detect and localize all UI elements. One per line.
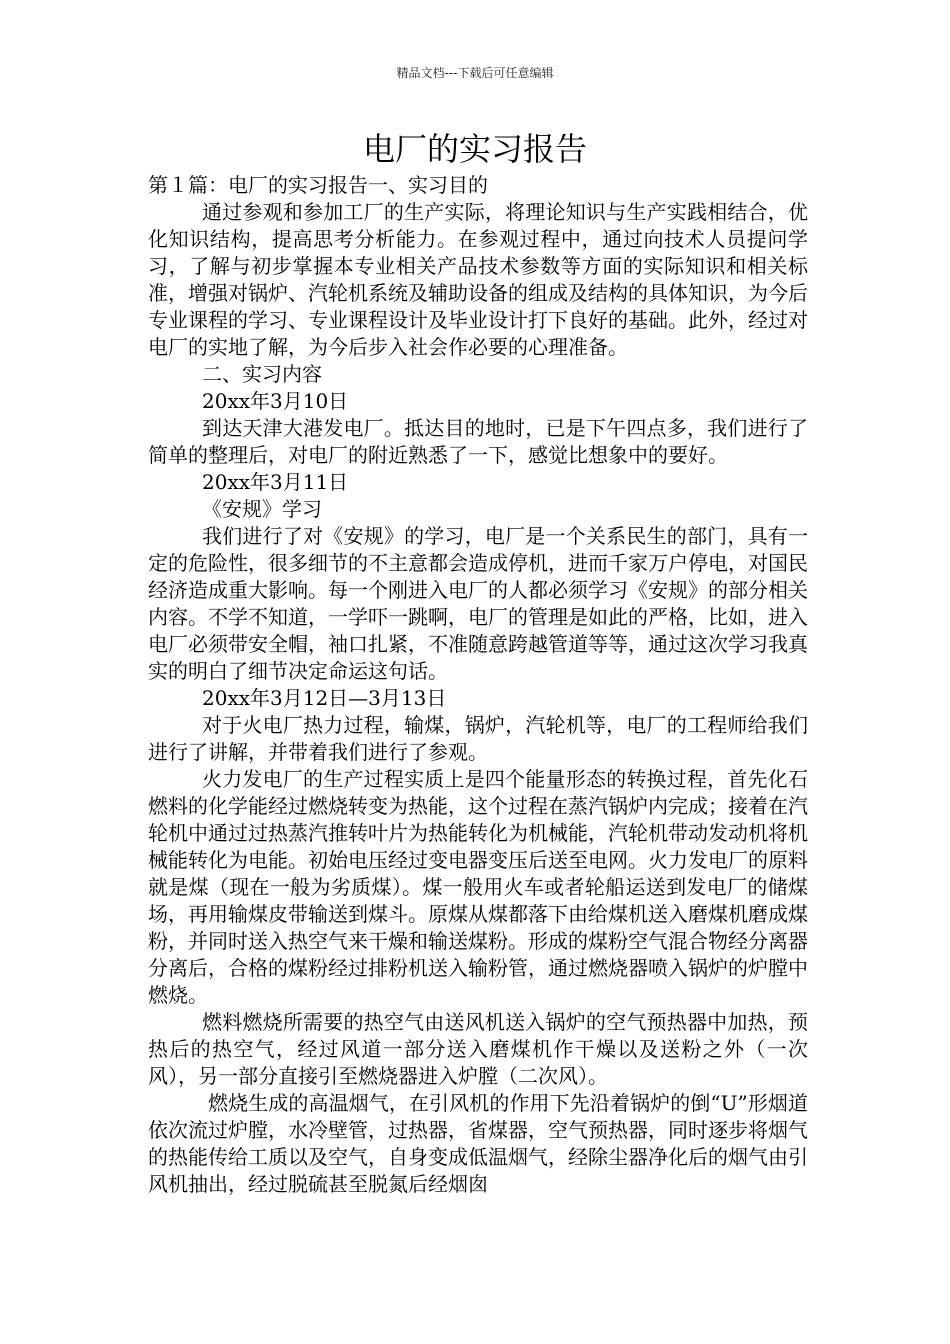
subheading: 《安规》学习	[202, 497, 322, 521]
document-header-note: 精品文档---下载后可任意编辑	[396, 66, 554, 80]
paragraph: 燃烧生成的高温烟气，在引风机的作用下先沿着锅炉的倒“U”形烟道依次流过炉膛，水冷壁管，过热器，省煤器，空气预热器，同时逐步将烟气的热能传给工质以及空气，自身变成低温烟气，经除尘器净化后的烟气由引风机抽出，经过脱硫甚至脱氮后经烟囱	[148, 1091, 808, 1196]
section-heading: 二、实习内容	[202, 362, 322, 386]
paragraph: 燃料燃烧所需要的热空气由送风机送入锅炉的空气预热器中加热，预热后的热空气，经过风道一部分送入磨煤机作干燥以及送粉之外（一次风），另一部分直接引至燃烧器进入炉膛（二次风）。	[148, 1010, 808, 1088]
paragraph: 通过参观和参加工厂的生产实际，将理论知识与生产实践相结合，优化知识结构，提高思考分析能力。在参观过程中，通过向技术人员提问学习，了解与初步掌握本专业相关产品技术参数等方面的实际知识和相关标准，增强对锅炉、汽轮机系统及辅助设备的组成及结构的具体知识，为今后专业课程的学习、专业课程设计及毕业设计打下良好的基础。此外，经过对电厂的实地了解，为今后步入社会作必要的心理准备。	[148, 200, 808, 359]
document-title: 电厂的实习报告	[362, 130, 587, 168]
date-line: 20xx年3月11日	[202, 470, 349, 494]
paragraph: 对于火电厂热力过程，输煤，锅炉，汽轮机等，电厂的工程师给我们进行了讲解，并带着我们进行了参观。	[148, 713, 808, 764]
date-line: 20xx年3月10日	[202, 389, 349, 413]
paragraph: 第１篇：电厂的实习报告一、实习目的	[148, 173, 488, 197]
paragraph: 火力发电厂的生产过程实质上是四个能量形态的转换过程，首先化石燃料的化学能经过燃烧转变为热能，这个过程在蒸汽锅炉内完成；接着在汽轮机中通过过热蒸汽推转叶片为热能转化为机械能，汽轮机带动发动机将机械能转化为电能。初始电压经过变电器变压后送至电网。火力发电厂的原料就是煤（现在一般为劣质煤）。煤一般用火车或者轮船运送到发电厂的储煤场，再用输煤皮带输送到煤斗。原煤从煤都落下由给煤机送入磨煤机磨成煤粉，并同时送入热空气来干燥和输送煤粉。形成的煤粉空气混合物经分离器分离后，合格的煤粉经过排粉机送入输粉管，通过燃烧器喷入锅炉的炉膛中燃烧。	[148, 767, 808, 1007]
document-body	[148, 172, 808, 1198]
paragraph: 我们进行了对《安规》的学习，电厂是一个关系民生的部门，具有一定的危险性，很多细节的不主意都会造成停机，进而千家万户停电，对国民经济造成重大影响。每一个刚进入电厂的人都必须学习《安规》的部分相关内容。不学不知道，一学吓一跳啊，电厂的管理是如此的严格，比如，进入电厂必须带安全帽，袖口扎紧，不准随意跨越管道等等，通过这次学习我真实的明白了细节决定命运这句话。	[148, 524, 808, 683]
paragraph: 到达天津大港发电厂。抵达目的地时，已是下午四点多，我们进行了简单的整理后，对电厂的附近熟悉了一下，感觉比想象中的要好。	[148, 416, 808, 467]
date-line: 20xx年3月12日—3月13日	[202, 686, 447, 710]
